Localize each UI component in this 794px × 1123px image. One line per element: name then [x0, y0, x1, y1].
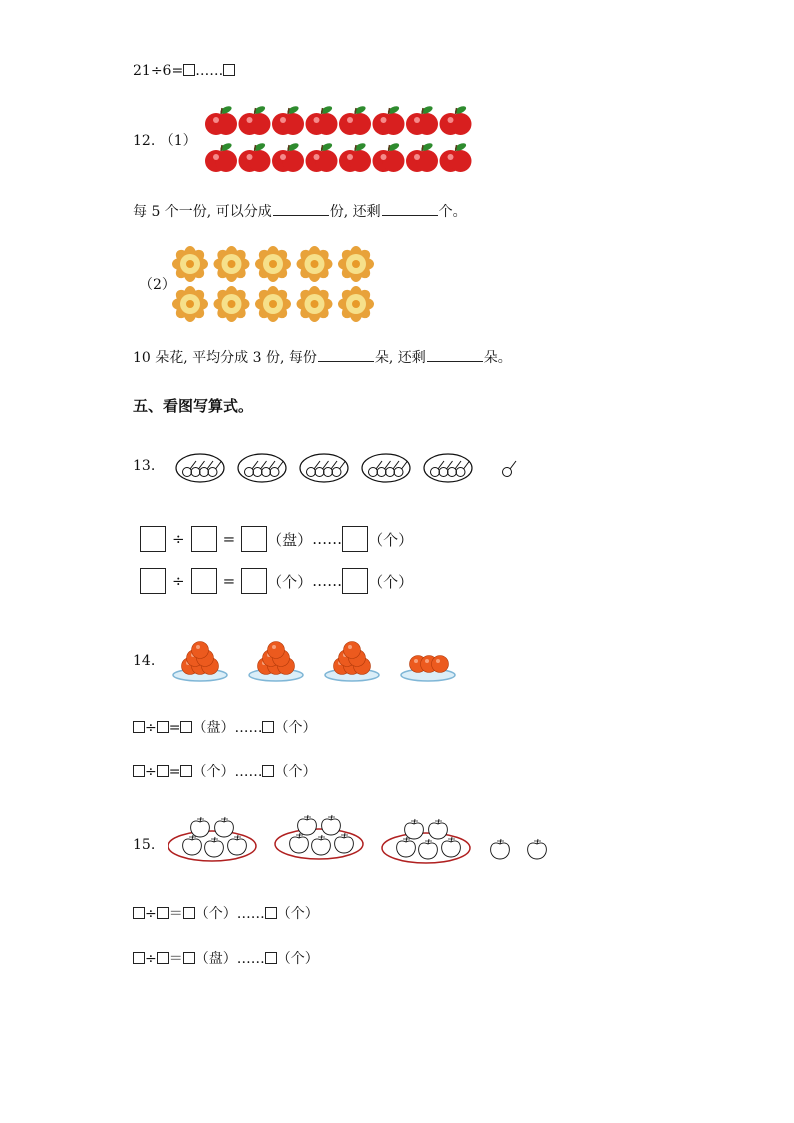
orange-icon	[192, 642, 209, 659]
apple-icon	[373, 142, 405, 172]
q14-eq2-unit1: （个）……	[192, 764, 263, 780]
answer-box[interactable]	[157, 907, 169, 919]
remainder-dots: ……	[312, 572, 343, 590]
answer-blank[interactable]	[382, 203, 438, 216]
answer-box[interactable]	[183, 907, 195, 919]
plate-of-oranges	[325, 642, 379, 682]
q12-number: 12.	[133, 133, 156, 149]
flower-icon	[255, 286, 291, 322]
q15-eq2-unit1: （盘）……	[194, 951, 265, 967]
flower-icon	[297, 246, 333, 282]
spoon-icon	[369, 461, 383, 477]
apple-outline-icon	[442, 837, 461, 857]
q12-p2-text-c: 朵。	[483, 350, 512, 366]
spoon-icon	[270, 461, 284, 477]
plate-of-apples	[168, 817, 256, 861]
q12-part2-text	[133, 349, 512, 367]
q12-p1-text-c: 个。	[438, 204, 467, 220]
plate-of-apples	[382, 819, 470, 863]
apple-icon	[272, 105, 304, 135]
spoon-icon	[324, 461, 338, 477]
spoon-icon	[503, 461, 517, 477]
plate-of-oranges	[401, 656, 455, 682]
apple-icon	[272, 142, 304, 172]
q14-eq2-unit2: （个）	[274, 764, 317, 780]
spoon-icon	[245, 461, 259, 477]
equals-sign: =	[222, 572, 236, 590]
unit-label: （个）	[368, 572, 414, 591]
apple-outline-icon	[322, 815, 341, 835]
apple-icon	[239, 105, 271, 135]
unit-label: （个）	[267, 572, 313, 591]
q13-equation-1	[140, 526, 413, 552]
spoon-group	[362, 454, 410, 482]
orange-icon	[344, 642, 361, 659]
q12-p2-text-b: 朵, 还剩	[374, 350, 426, 366]
spoon-icon	[439, 461, 453, 477]
answer-box[interactable]	[342, 568, 368, 594]
apple-outline-icon	[429, 819, 448, 839]
apple-outline-icon	[290, 833, 309, 853]
answer-box[interactable]	[223, 64, 235, 76]
plate-of-oranges	[249, 642, 303, 682]
q13-equation-2	[140, 568, 413, 594]
q14-eq1-div: ÷	[145, 720, 157, 736]
answer-box[interactable]	[265, 907, 277, 919]
apple-outline-icon	[312, 835, 331, 855]
answer-box[interactable]	[183, 64, 195, 76]
top-equation	[133, 62, 235, 80]
plate-of-oranges	[173, 642, 227, 682]
flowers-picture	[170, 242, 380, 326]
q12-part1-label: （1）	[159, 133, 197, 149]
answer-box[interactable]	[191, 526, 217, 552]
spoon-icon	[394, 461, 408, 477]
q14-eq1-eq: =	[168, 720, 181, 736]
spoon-icon	[315, 461, 329, 477]
apple-outline-icon	[491, 839, 510, 859]
answer-box[interactable]	[140, 568, 166, 594]
apples-outline-picture	[168, 812, 552, 868]
apple-icon	[339, 105, 371, 135]
flower-icon	[297, 286, 333, 322]
answer-box[interactable]	[262, 721, 274, 733]
flower-icon	[172, 246, 208, 282]
apple-icon	[339, 142, 371, 172]
spoon-icon	[262, 461, 276, 477]
answer-box[interactable]	[180, 765, 192, 777]
apple-outline-icon	[405, 819, 424, 839]
apple-icon	[373, 105, 405, 135]
spoon-icon	[200, 461, 214, 477]
q12-p2-text-a: 10 朵花, 平均分成 3 份, 每份	[133, 350, 317, 366]
answer-box[interactable]	[241, 526, 267, 552]
q15-eq1-unit2: （个）	[276, 906, 319, 922]
q12-part2-label: （2）	[139, 277, 176, 293]
spoon-icon	[208, 461, 222, 477]
apple-outline-icon	[191, 817, 210, 837]
spoon-group	[424, 454, 472, 482]
q15-equation-1	[133, 905, 319, 923]
plate-of-apples	[275, 815, 363, 859]
flower-icon	[214, 246, 250, 282]
flower-icon	[214, 286, 250, 322]
section-title: 五、看图写算式。	[133, 397, 254, 415]
apple-icon	[205, 105, 237, 135]
top-equation-dots: ……	[195, 63, 224, 79]
spoons-picture	[174, 446, 534, 488]
top-equation-part1: 21÷6=	[133, 63, 184, 79]
oranges-picture	[172, 632, 464, 686]
spoon-icon	[307, 461, 321, 477]
remainder-dots: ……	[312, 530, 343, 548]
spoon-icon	[377, 461, 391, 477]
answer-box[interactable]	[180, 721, 192, 733]
apple-icon	[406, 105, 438, 135]
q15-eq2-div: ÷	[145, 951, 157, 967]
q12-p1-text-a: 每 5 个一份, 可以分成	[133, 204, 272, 220]
apple-icon	[205, 142, 237, 172]
spoon-icon	[332, 461, 346, 477]
apple-outline-icon	[215, 817, 234, 837]
apple-icon	[306, 105, 338, 135]
divide-sign: ÷	[172, 572, 185, 590]
q12-label	[133, 132, 197, 150]
q14-equation-2	[133, 763, 316, 781]
answer-box[interactable]	[133, 952, 145, 964]
answer-box[interactable]	[133, 765, 145, 777]
q14-eq1-unit1: （盘）……	[192, 720, 263, 736]
answer-box[interactable]	[262, 765, 274, 777]
spoon-icon	[431, 461, 445, 477]
answer-box[interactable]	[157, 952, 169, 964]
apple-icon	[239, 142, 271, 172]
apple-outline-icon	[528, 839, 547, 859]
q15-eq1-eq: ＝	[168, 906, 183, 922]
flower-icon	[172, 286, 208, 322]
answer-blank[interactable]	[273, 203, 329, 216]
answer-box[interactable]	[241, 568, 267, 594]
answer-box[interactable]	[265, 952, 277, 964]
answer-box[interactable]	[140, 526, 166, 552]
apple-outline-icon	[397, 837, 416, 857]
answer-blank[interactable]	[427, 349, 483, 362]
spoon-group	[176, 454, 224, 482]
q14-eq2-div: ÷	[145, 764, 157, 780]
equals-sign: =	[222, 530, 236, 548]
q12-part1-text	[133, 203, 467, 221]
spoon-icon	[448, 461, 462, 477]
apple-icon	[440, 142, 472, 172]
spoon-icon	[183, 461, 197, 477]
unit-label: （个）	[368, 530, 414, 549]
apple-outline-icon	[228, 835, 247, 855]
flower-icon	[338, 246, 374, 282]
q15-equation-2	[133, 950, 319, 968]
unit-label: （盘）	[267, 530, 313, 549]
q14-equation-1	[133, 719, 316, 737]
q15-eq2-eq: ＝	[168, 951, 183, 967]
answer-box[interactable]	[133, 907, 145, 919]
apple-icon	[306, 142, 338, 172]
answer-box[interactable]	[157, 721, 169, 733]
apple-icon	[406, 142, 438, 172]
q12-p1-text-b: 份, 还剩	[329, 204, 381, 220]
orange-icon	[268, 642, 285, 659]
flower-icon	[338, 286, 374, 322]
answer-blank[interactable]	[318, 349, 374, 362]
spoon-icon	[253, 461, 267, 477]
q14-number: 14.	[133, 653, 156, 669]
spoon-icon	[191, 461, 205, 477]
orange-icon	[432, 656, 449, 673]
spoon-icon	[386, 461, 400, 477]
spoon-icon	[456, 461, 470, 477]
answer-box[interactable]	[183, 952, 195, 964]
answer-box[interactable]	[133, 721, 145, 733]
divide-sign: ÷	[172, 530, 185, 548]
apple-icon	[440, 105, 472, 135]
apples-picture	[204, 102, 474, 178]
answer-box[interactable]	[191, 568, 217, 594]
q14-eq2-eq: =	[168, 764, 181, 780]
flower-icon	[255, 246, 291, 282]
q15-number: 15.	[133, 837, 156, 853]
spoon-group	[238, 454, 286, 482]
spoon-group	[300, 454, 348, 482]
apple-outline-icon	[335, 833, 354, 853]
apple-outline-icon	[419, 839, 438, 859]
answer-box[interactable]	[157, 765, 169, 777]
apple-outline-icon	[183, 835, 202, 855]
q13-number: 13.	[133, 458, 156, 474]
apple-outline-icon	[298, 815, 317, 835]
apple-outline-icon	[205, 837, 224, 857]
q14-eq1-unit2: （个）	[274, 720, 317, 736]
answer-box[interactable]	[342, 526, 368, 552]
q15-eq1-div: ÷	[145, 906, 157, 922]
q15-eq2-unit2: （个）	[276, 951, 319, 967]
q15-eq1-unit1: （个）……	[194, 906, 265, 922]
